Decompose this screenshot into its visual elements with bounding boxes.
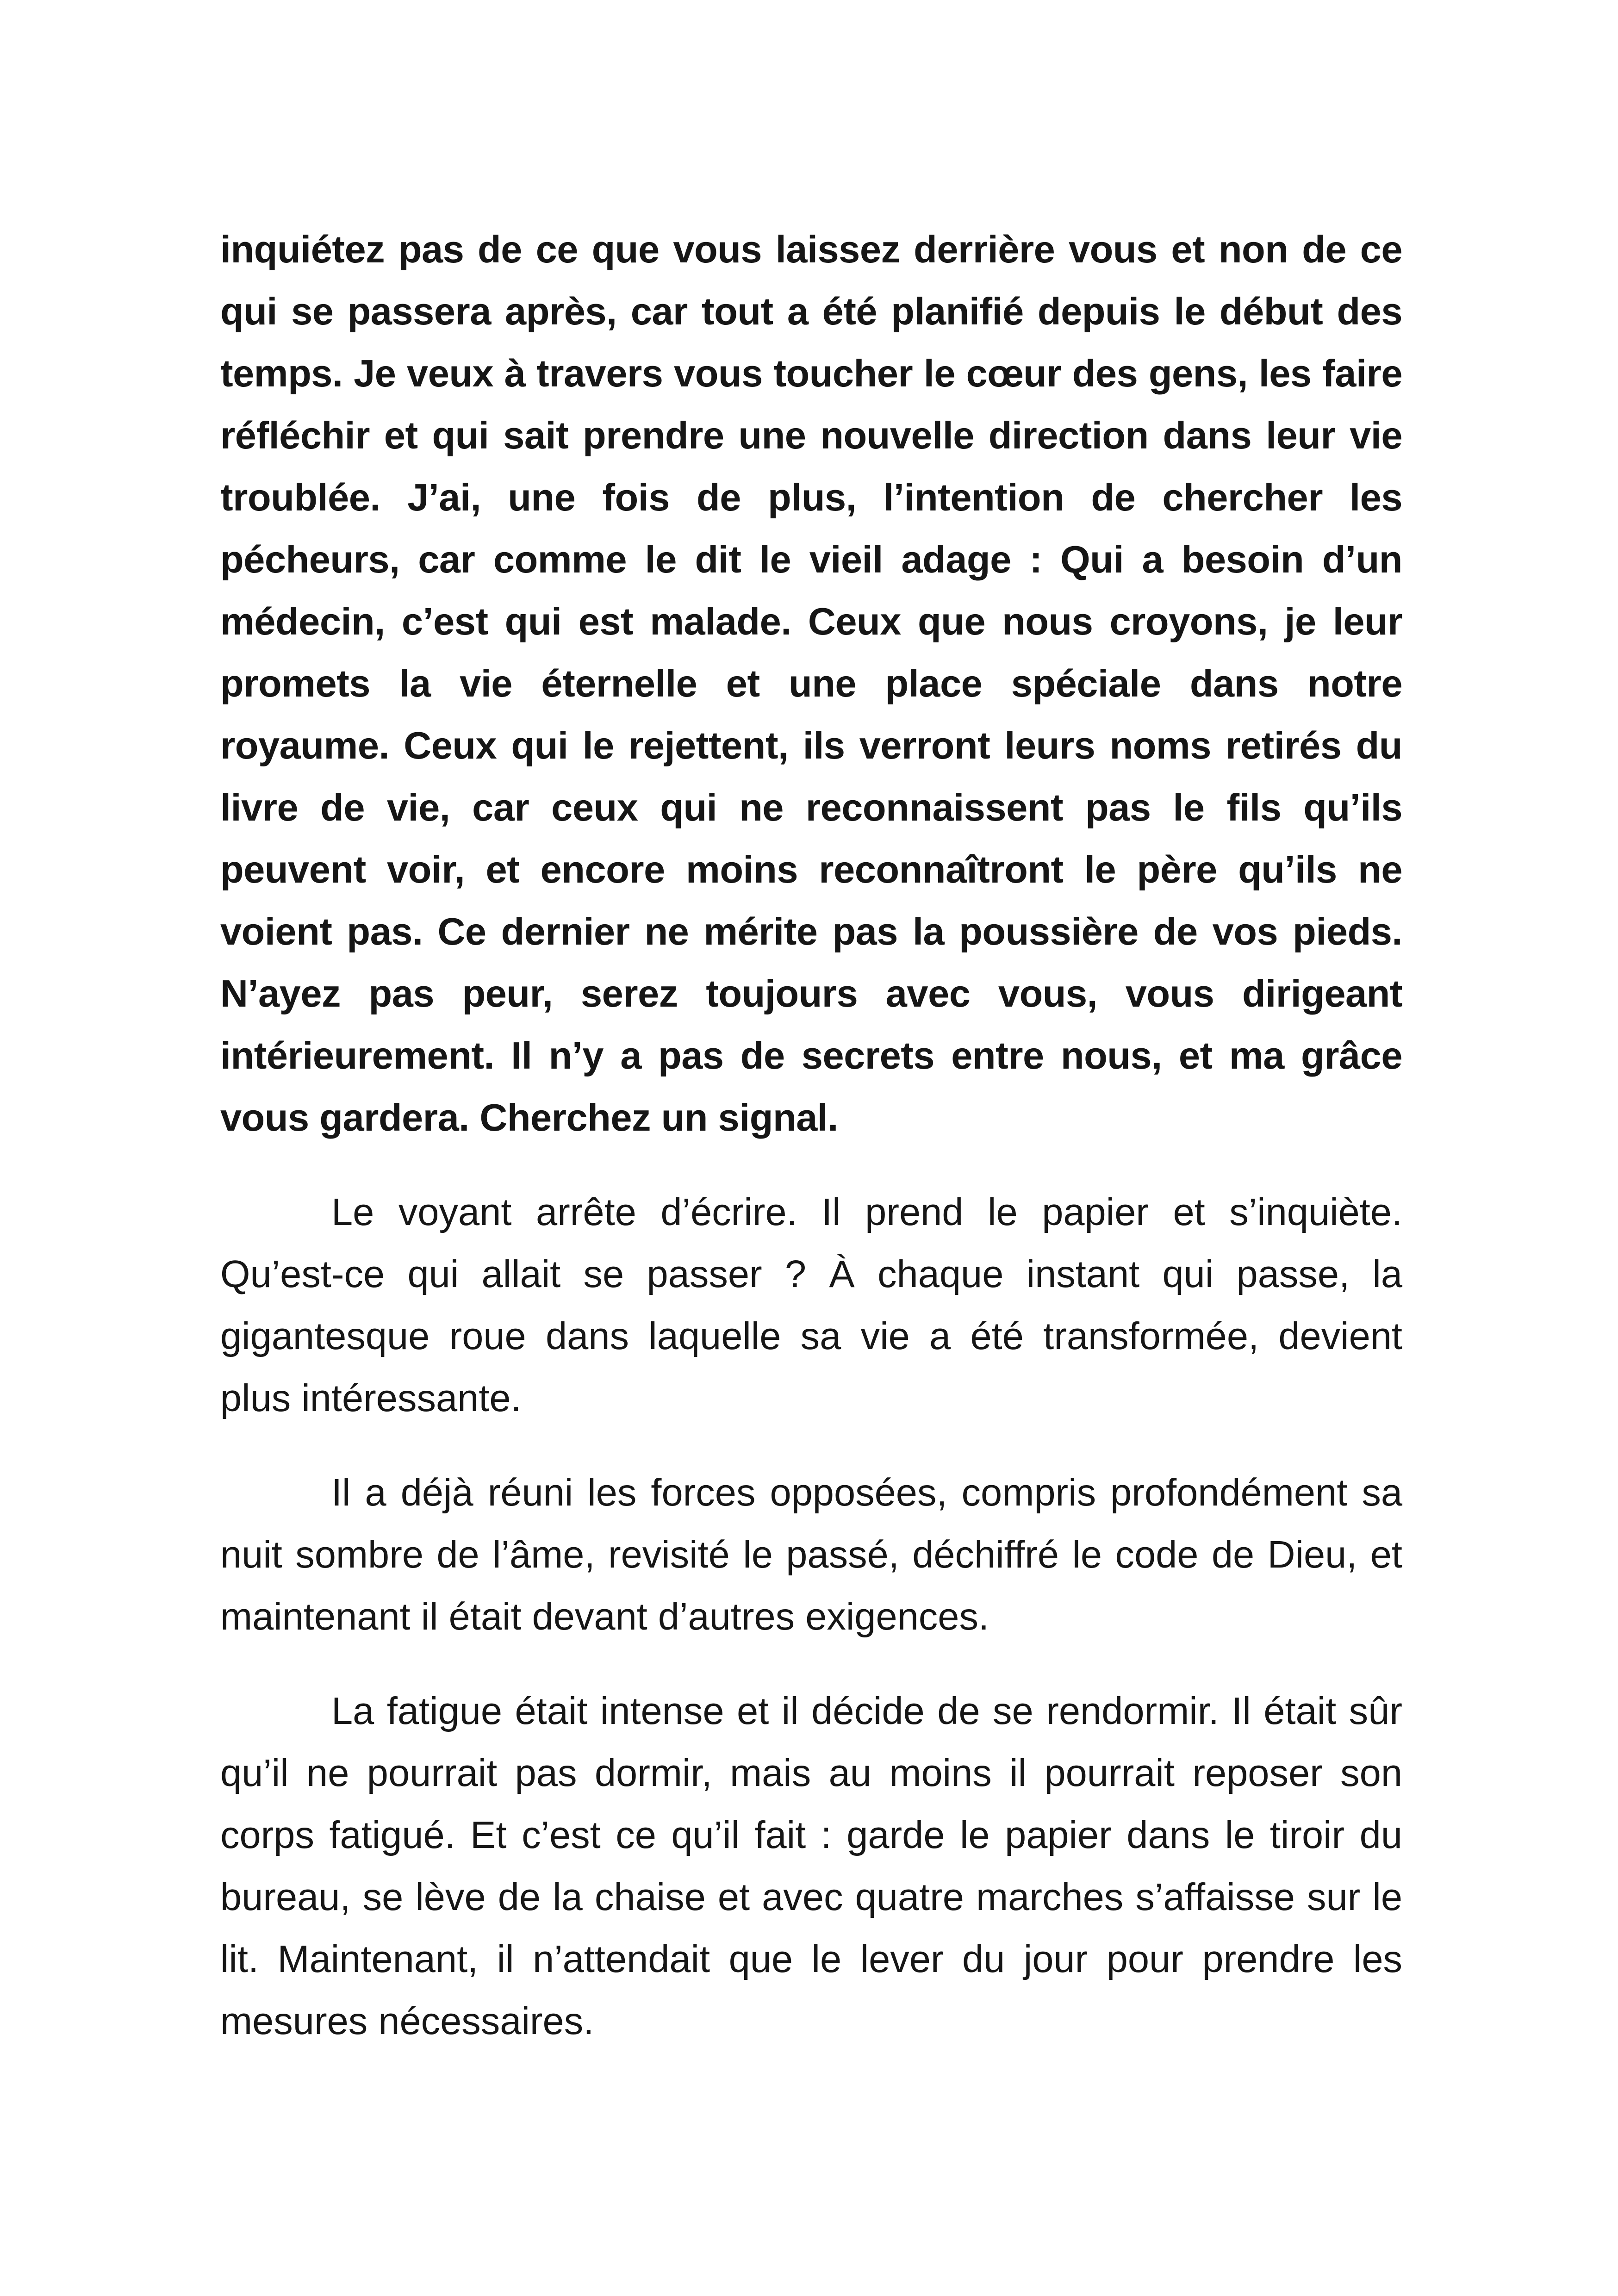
paragraph-seer-stops-writing: Le voyant arrête d’écrire. Il prend le papier et s’inquiète. Qu’est-ce qui allait se passer ? À chaque instant qui passe, la gigantesque roue dans laquelle sa vie a été transformée, devient plus intéressante.	[220, 1190, 1402, 1419]
paragraph-opposing-forces: Il a déjà réuni les forces opposées, compris profondément sa nuit sombre de l’âme, revisité le passé, déchiffré le code de Dieu, et maintenant il était devant d’autres exigences.	[220, 1471, 1402, 1638]
paragraph-bold-message: inquiétez pas de ce que vous laissez derrière vous et non de ce qui se passera après, car tout a été planifié depuis le début des temps. Je veux à travers vous toucher le cœur des gens, les faire réfléchir et qui sait prendre une nouvelle direction dans leur vie troublée. J’ai, une fois de plus, l’intention de chercher les pécheurs, car comme le dit le vieil adage : Qui a besoin d’un médecin, c’est qui est malade. Ceux que nous croyons, je leur promets la vie éternelle et une place spéciale dans notre royaume. Ceux qui le rejettent, ils verront leurs noms retirés du livre de vie, car ceux qui ne reconnaissent pas le fils qu’ils peuvent voir, et encore moins reconnaîtront le père qu’ils ne voient pas. Ce dernier ne mérite pas la poussière de vos pieds. N’ayez pas peur, serez toujours avec vous, vous dirigeant intérieurement. Il n’y a pas de secrets entre nous, et ma grâce vous gardera. Cherchez un signal.	[220, 228, 1402, 1139]
paragraph-fatigue: La fatigue était intense et il décide de se rendormir. Il était sûr qu’il ne pourrait pas dormir, mais au moins il pourrait reposer son corps fatigué. Et c’est ce qu’il fait : garde le papier dans le tiroir du bureau, se lève de la chaise et avec quatre marches s’affaisse sur le lit. Maintenant, il n’attendait que le lever du jour pour prendre les mesures nécessaires.	[220, 1689, 1402, 2042]
page-body	[220, 218, 1402, 2052]
